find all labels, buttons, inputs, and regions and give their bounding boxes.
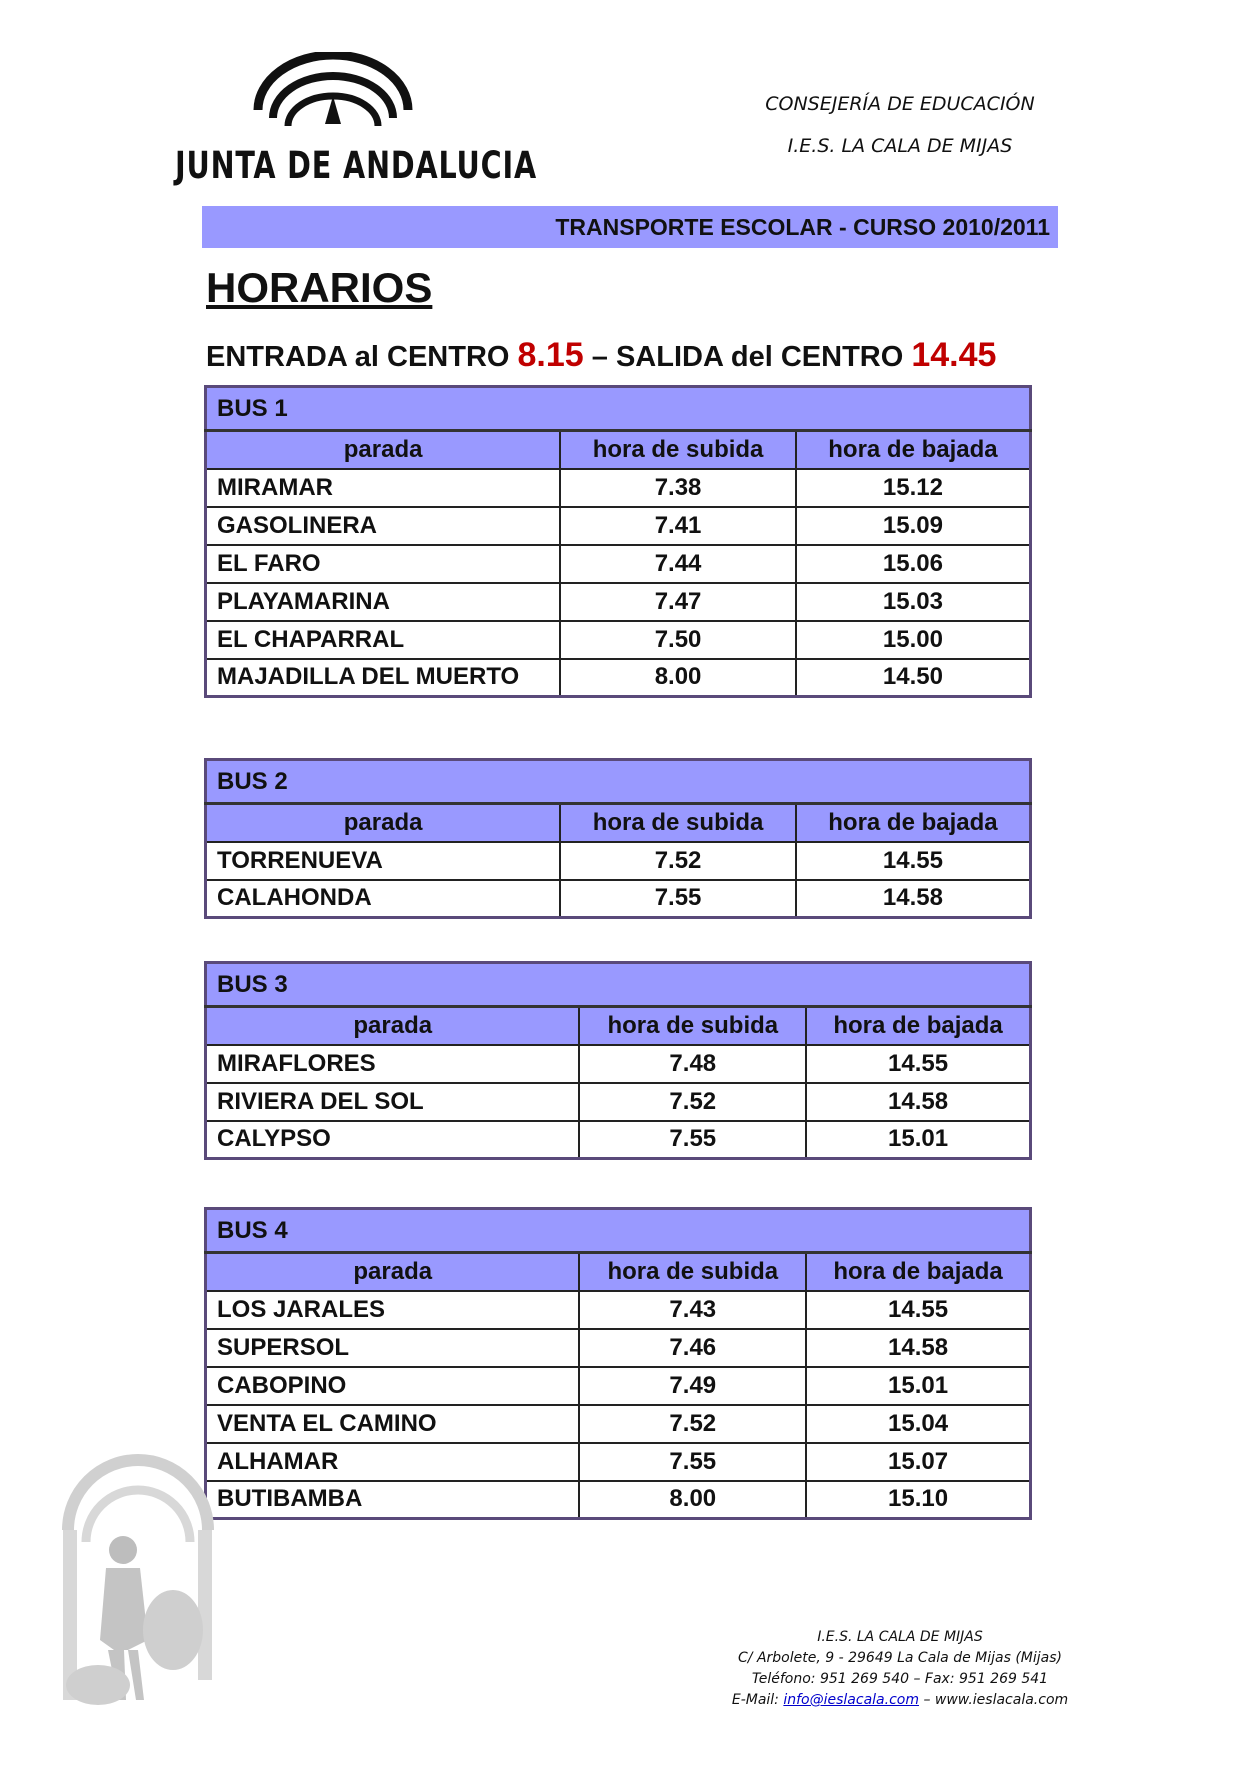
column-header-row (206, 1007, 1031, 1045)
down-time: 15.09 (796, 507, 1031, 545)
stop-name: PLAYAMARINA (206, 583, 561, 621)
up-time: 8.00 (560, 659, 796, 697)
table-row (206, 469, 1031, 507)
col-up-header: hora de subida (560, 804, 796, 842)
header-line-2: I.E.S. LA CALA DE MIJAS (787, 135, 1013, 157)
up-time: 7.52 (579, 1083, 806, 1121)
table-row (206, 880, 1031, 918)
table-row (206, 545, 1031, 583)
down-time: 15.06 (796, 545, 1031, 583)
col-up-header: hora de subida (560, 431, 796, 469)
col-down-header: hora de bajada (806, 1007, 1030, 1045)
col-up-header: hora de subida (579, 1253, 806, 1291)
down-time: 15.07 (806, 1443, 1030, 1481)
table-row (206, 1405, 1031, 1443)
down-time: 15.12 (796, 469, 1031, 507)
entrada-time: 8.15 (517, 336, 584, 374)
junta-logo (175, 52, 537, 192)
entrada-label: ENTRADA al CENTRO (206, 341, 510, 373)
andalucia-shield-icon (58, 1450, 218, 1710)
bus-header-row (206, 1209, 1031, 1253)
separator: – (591, 341, 608, 373)
stop-name: LOS JARALES (206, 1291, 580, 1329)
up-time: 7.43 (579, 1291, 806, 1329)
salida-label: SALIDA del CENTRO (615, 341, 904, 373)
bus-table (204, 385, 1032, 698)
junta-arch-icon (253, 52, 413, 147)
up-time: 7.46 (579, 1329, 806, 1367)
bus-table (204, 758, 1032, 919)
down-time: 14.58 (806, 1083, 1030, 1121)
up-time: 7.48 (579, 1045, 806, 1083)
course-band: TRANSPORTE ESCOLAR - CURSO 2010/2011 (202, 206, 1058, 248)
up-time: 7.52 (560, 842, 796, 880)
down-time: 14.55 (806, 1291, 1030, 1329)
up-time: 7.55 (560, 880, 796, 918)
table-row (206, 842, 1031, 880)
down-time: 14.58 (796, 880, 1031, 918)
stop-name: CALAHONDA (206, 880, 561, 918)
table-row (206, 1481, 1031, 1519)
stop-name: ALHAMAR (206, 1443, 580, 1481)
col-up-header: hora de subida (579, 1007, 806, 1045)
down-time: 14.55 (806, 1045, 1030, 1083)
table-row (206, 1329, 1031, 1367)
down-time: 15.10 (806, 1481, 1030, 1519)
bus-header-row (206, 760, 1031, 804)
col-down-header: hora de bajada (806, 1253, 1030, 1291)
schedule-subtitle (206, 336, 996, 375)
logo-text: JUNTA DE ANDALUCIA (175, 144, 537, 187)
bus-name: BUS 4 (206, 1209, 1031, 1253)
table-row (206, 1045, 1031, 1083)
bus-table (204, 1207, 1032, 1520)
table-row (206, 621, 1031, 659)
up-time: 7.44 (560, 545, 796, 583)
up-time: 7.38 (560, 469, 796, 507)
stop-name: SUPERSOL (206, 1329, 580, 1367)
col-down-header: hora de bajada (796, 804, 1031, 842)
down-time: 15.03 (796, 583, 1031, 621)
bus-name: BUS 3 (206, 963, 1031, 1007)
col-down-header: hora de bajada (796, 431, 1031, 469)
stop-name: MIRAMAR (206, 469, 561, 507)
footer-contact (700, 1690, 1100, 1711)
footer-line-1: I.E.S. LA CALA DE MIJAS (817, 1629, 983, 1645)
bus-name: BUS 2 (206, 760, 1031, 804)
column-header-row (206, 431, 1031, 469)
down-time: 15.00 (796, 621, 1031, 659)
email-link[interactable]: info@ieslacala.com (783, 1692, 919, 1708)
bus-name: BUS 1 (206, 387, 1031, 431)
stop-name: CABOPINO (206, 1367, 580, 1405)
stop-name: EL CHAPARRAL (206, 621, 561, 659)
bus-table (204, 961, 1032, 1160)
email-label: E-Mail: (731, 1692, 779, 1708)
down-time: 14.55 (796, 842, 1031, 880)
table-row (206, 1083, 1031, 1121)
stop-name: TORRENUEVA (206, 842, 561, 880)
table-row (206, 1367, 1031, 1405)
up-time: 7.41 (560, 507, 796, 545)
footer (700, 1627, 1100, 1711)
column-header-row (206, 804, 1031, 842)
stop-name: VENTA EL CAMINO (206, 1405, 580, 1443)
up-time: 7.50 (560, 621, 796, 659)
col-stop-header: parada (206, 804, 561, 842)
footer-address: C/ Arbolete, 9 - 29649 La Cala de Mijas (Mijas) (738, 1650, 1062, 1666)
up-time: 7.55 (579, 1443, 806, 1481)
footer-phone: Teléfono: 951 269 540 – Fax: 951 269 541 (751, 1671, 1049, 1687)
down-time: 15.01 (806, 1367, 1030, 1405)
header-line-1: CONSEJERÍA DE EDUCACIÓN (765, 93, 1035, 115)
stop-name: CALYPSO (206, 1121, 580, 1159)
stop-name: MAJADILLA DEL MUERTO (206, 659, 561, 697)
table-row (206, 659, 1031, 697)
table-row (206, 583, 1031, 621)
stop-name: GASOLINERA (206, 507, 561, 545)
stop-name: EL FARO (206, 545, 561, 583)
table-row (206, 1291, 1031, 1329)
table-row (206, 1443, 1031, 1481)
down-time: 14.50 (796, 659, 1031, 697)
stop-name: MIRAFLORES (206, 1045, 580, 1083)
up-time: 7.49 (579, 1367, 806, 1405)
table-row (206, 507, 1031, 545)
down-time: 14.58 (806, 1329, 1030, 1367)
bus-header-row (206, 387, 1031, 431)
stop-name: RIVIERA DEL SOL (206, 1083, 580, 1121)
column-header-row (206, 1253, 1031, 1291)
web-text: – www.ieslacala.com (923, 1692, 1069, 1708)
bus-header-row (206, 963, 1031, 1007)
col-stop-header: parada (206, 1007, 580, 1045)
up-time: 7.55 (579, 1121, 806, 1159)
page-title: HORARIOS (206, 264, 433, 311)
up-time: 8.00 (579, 1481, 806, 1519)
up-time: 7.47 (560, 583, 796, 621)
col-stop-header: parada (206, 431, 561, 469)
table-row (206, 1121, 1031, 1159)
stop-name: BUTIBAMBA (206, 1481, 580, 1519)
down-time: 15.01 (806, 1121, 1030, 1159)
salida-time: 14.45 (911, 336, 997, 374)
up-time: 7.52 (579, 1405, 806, 1443)
down-time: 15.04 (806, 1405, 1030, 1443)
col-stop-header: parada (206, 1253, 580, 1291)
